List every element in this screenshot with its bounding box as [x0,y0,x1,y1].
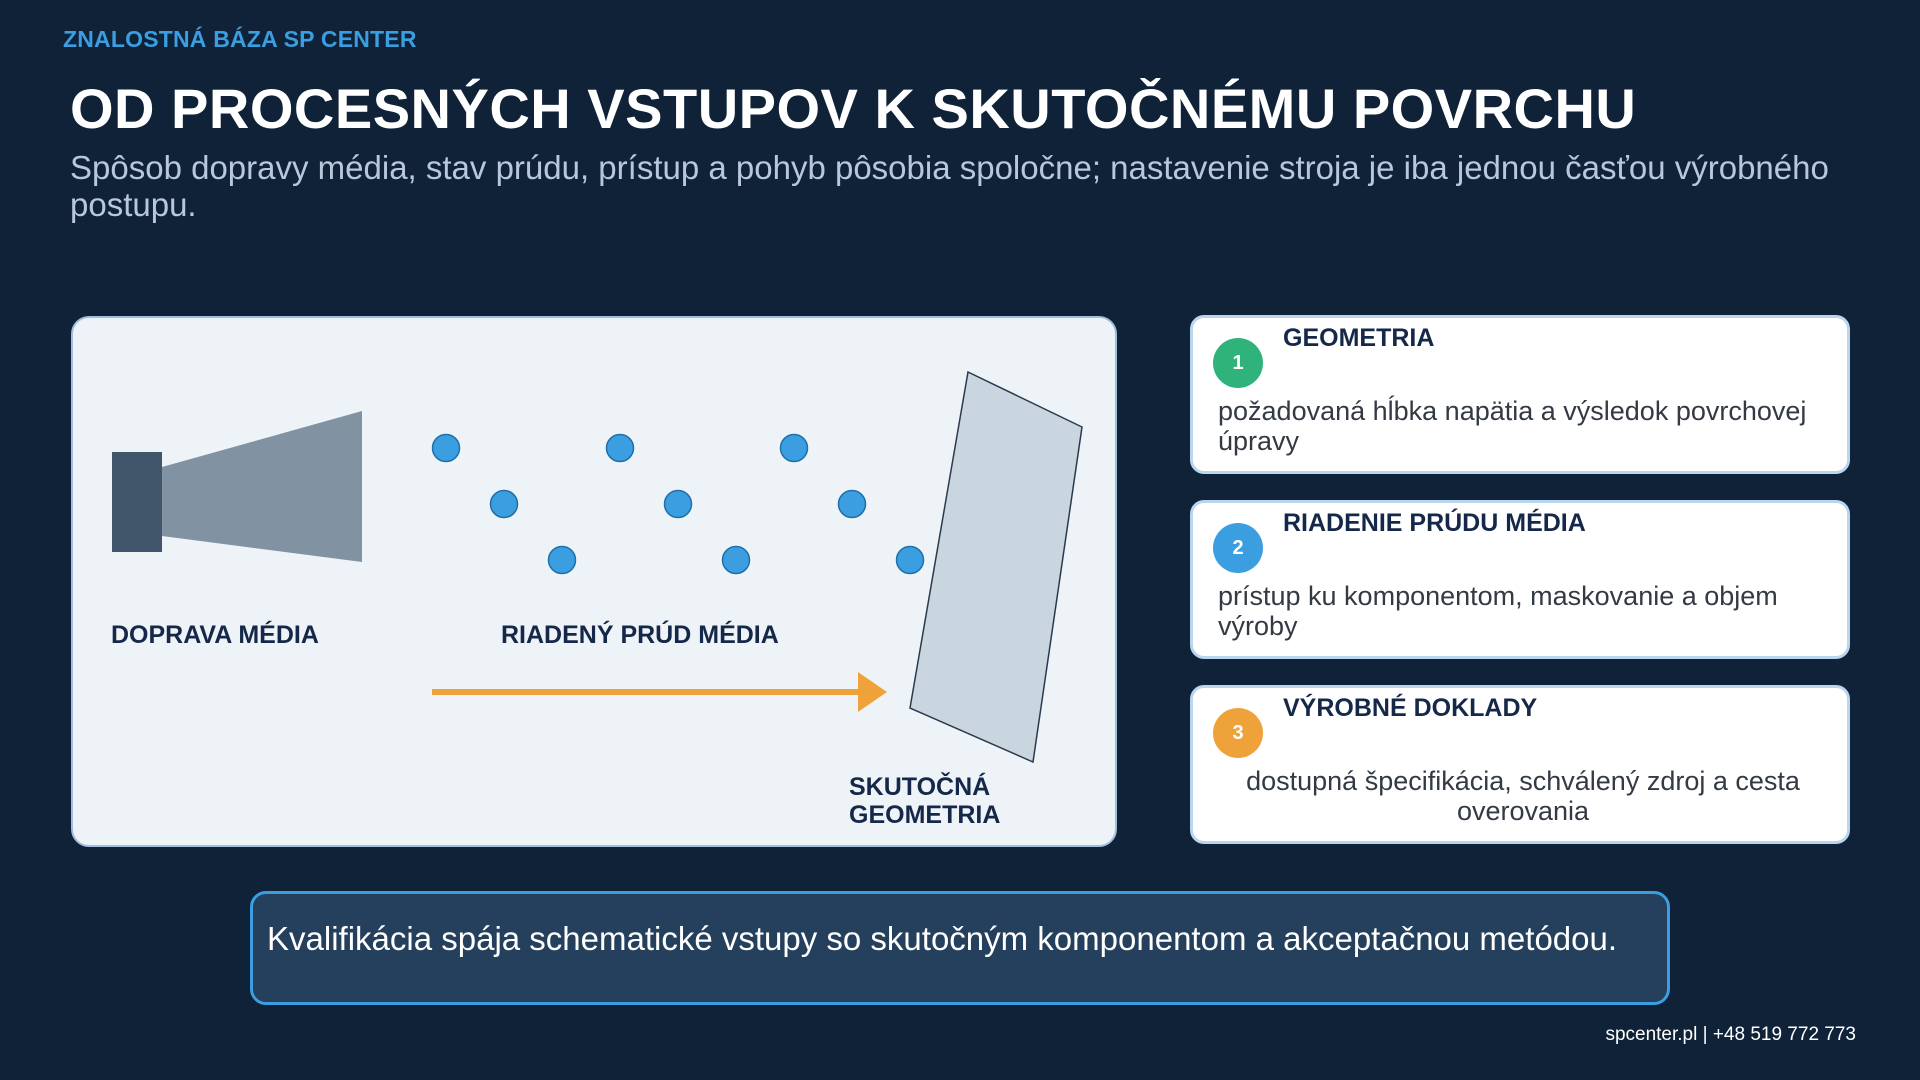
card-title: VÝROBNÉ DOKLADY [1283,694,1538,722]
page-subtitle: Spôsob dopravy média, stav prúdu, prístup a pohyb pôsobia spoločne; nastavenie stroja je iba jednou časťou výrobného postupu. [70,149,1829,223]
label-controlled-stream: RIADENÝ PRÚD MÉDIA [501,621,779,649]
particle [897,547,924,574]
card-production-docs [1190,685,1850,844]
label-media-transport: DOPRAVA MÉDIA [111,621,319,649]
footer-contact: spcenter.pl | +48 519 772 773 [1605,1024,1856,1045]
particle [665,491,692,518]
particle [839,491,866,518]
particle [607,435,634,462]
step-badge-1: 1 [1213,338,1263,388]
particle-stream [433,435,924,574]
nozzle-base [112,452,162,552]
particle [491,491,518,518]
conclusion-callout [250,891,1670,1005]
particle [781,435,808,462]
process-diagram [73,318,1117,847]
callout-text: Kvalifikácia spája schematické vstupy so skutočným komponentom a akceptačnou metódou. [267,920,1618,957]
step-badge-2: 2 [1213,523,1263,573]
card-title: GEOMETRIA [1283,324,1435,352]
page-title: OD PROCESNÝCH VSTUPOV K SKUTOČNÉMU POVRCHU [70,77,1637,140]
card-stream-control [1190,500,1850,659]
step-badge-3: 3 [1213,708,1263,758]
card-geometry [1190,315,1850,474]
diagram-panel [71,316,1117,847]
kicker: ZNALOSTNÁ BÁZA SP CENTER [63,26,417,52]
target-surface [910,372,1082,762]
flow-arrow [432,672,887,712]
nozzle-cone [162,411,362,562]
particle [433,435,460,462]
particle [549,547,576,574]
card-title: RIADENIE PRÚDU MÉDIA [1283,509,1586,537]
card-text: požadovaná hĺbka napätia a výsledok povrchovej úpravy [1218,396,1807,456]
label-real-geometry: SKUTOČNÁ GEOMETRIA [849,773,1001,829]
particle [723,547,750,574]
card-text: prístup ku komponentom, maskovanie a objem výroby [1218,581,1778,641]
card-text: dostupná špecifikácia, schválený zdroj a cesta overovania [1246,766,1800,826]
